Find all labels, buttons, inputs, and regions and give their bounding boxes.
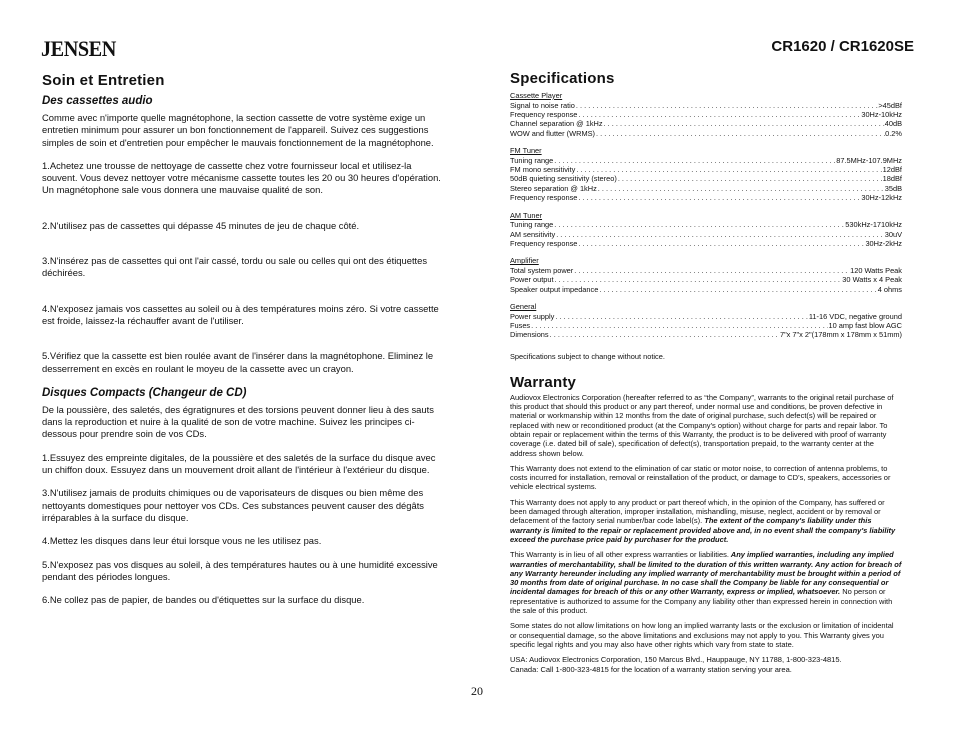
address-canada: Canada: Call 1-800-323-4815 for the location of a warranty station serving your area. (510, 664, 792, 674)
warranty-bold-text: Any implied warranties, including any implied warranties of merchantability, shall be limited to the duration of this written warranty. Any action for breach of any Warranty hereunder including any implied warranty of merchantability must be brought within a period of 30 months from date of original purchase. In no case shall the Company be liable for any consequential or incidental damages for breach of this or any other Warranty, express or implied, whatsoever. (510, 550, 902, 597)
spec-value: 0.2% (885, 128, 902, 138)
spec-row (510, 275, 902, 284)
spec-row (510, 220, 902, 229)
spec-leader-dots (575, 165, 882, 174)
spec-value: 530kHz-1710kHz (845, 220, 902, 230)
spec-leader-dots (575, 101, 878, 110)
spec-row (510, 174, 902, 183)
warranty-paragraph: Audiovox Electronics Corporation (hereafter referred to as “the Company”, warrants to the original retail purchase of this product that should this product or any part thereof, under normal use and conditions, be proven defective in material or workmanship within 12 months from the date of original purchase, such defect(s) will be repaired or replaced with new or reconditioned product (at the Company’s option) without charge for parts and repair labor. To obtain repair or replacement within the terms of this Warranty, the product is to be delivered with proof of warranty coverage (i.e. dated bill of sale), specification of defect(s), transportation prepaid, to the warranty center at the address shown below. (510, 392, 894, 458)
spec-value: 30Hz-10kHz (861, 109, 902, 119)
spec-leader-dots (549, 330, 780, 339)
spec-leader-dots (573, 266, 850, 275)
spec-value: 18dBf (882, 174, 902, 184)
spec-leader-dots (554, 275, 843, 284)
spec-group-title: AM Tuner (510, 210, 543, 220)
spec-row (510, 239, 902, 248)
spec-row (510, 129, 902, 138)
spec-row (510, 230, 902, 239)
spec-label: Fuses (510, 321, 531, 330)
spec-value: 35dB (884, 183, 902, 193)
cd-paragraph: 5.N'exposez pas vos disques au soleil, à des températures hautes ou à une humidité excessive pendant des périodes longues. (42, 558, 438, 582)
brand-logo: JENSEN (41, 36, 116, 61)
cassette-paragraph: 4.N'exposez jamais vos cassettes au soleil ou à des températures moins zéro. Si votre cassette est froide, laissez-la réchauffer avant de l'utiliser. (42, 302, 439, 326)
spec-row (510, 184, 902, 193)
cassette-paragraph: 2.N'utilisez pas de cassettes qui dépasse 45 minutes de jeu de chaque côté. (42, 219, 360, 231)
spec-label: AM sensitivity (510, 229, 556, 239)
spec-label: WOW and flutter (WRMS) (510, 128, 595, 138)
spec-leader-dots (553, 220, 845, 229)
spec-group (510, 211, 902, 249)
spec-label: Stereo separation @ 1kHz (510, 183, 597, 193)
spec-group-title: Amplifier (510, 256, 539, 266)
cassette-paragraph: Comme avec n'importe quelle magnétophone, la section cassette de votre système exige un entretien minimum pour assurer un bon fonctionnement de l'appareil. Suivez ces suggestions simples de soin et d'entretien pour empêcher le mauvais fonctionnement de la magnétophone. (42, 112, 434, 148)
spec-label: Power output (510, 275, 554, 285)
spec-leader-dots (577, 193, 861, 202)
specs-title: Specifications (510, 70, 615, 87)
spec-value: 30Hz-12kHz (861, 193, 902, 203)
cassette-paragraph: 1.Achetez une trousse de nettoyage de cassette chez votre fournisseur local et utilisez-la souvent. Vous devez nettoyer votre mécanisme cassette toutes les 20 ou 30 heures d'opération. Un magnétophone sale vous donnera une mauvaise qualité de son. (42, 159, 441, 196)
spec-value: 120 Watts Peak (850, 265, 902, 275)
spec-row (510, 165, 902, 174)
spec-leader-dots (603, 119, 885, 128)
cd-paragraph: 1.Essuyez des empreinte digitales, de la poussière et des saletés de la surface du disque avec un chiffon doux. Essuyez dans un mouvement droit allant de l'intérieur à l'extérieur du disque. (42, 451, 436, 476)
spec-leader-dots (617, 174, 883, 183)
spec-label: Signal to noise ratio (510, 100, 575, 110)
spec-value: 10 amp fast blow AGC (828, 321, 902, 330)
spec-leader-dots (577, 239, 865, 248)
warranty-paragraph (510, 498, 902, 544)
warranty-paragraph: This Warranty does not extend to the elimination of car static or motor noise, to correction of antenna problems, to costs incurred for installation, removal or reinstallation of the product, or damage to CD’s, speakers, accessories or vehicle electrical systems. (510, 463, 891, 492)
warranty-paragraph (510, 550, 902, 615)
spec-label: Channel separation @ 1kHz (510, 119, 603, 129)
warranty-text: No person or representative is authorized to assume for the Company any liability other than expressed herein in connection with the sale of this product. (510, 587, 893, 616)
cd-heading: Disques Compacts (Changeur de CD) (42, 386, 247, 399)
spec-value: 12dBf (882, 165, 902, 175)
spec-label: Power supply (510, 311, 555, 321)
spec-label: Dimensions (510, 330, 549, 340)
spec-value: 30 Watts x 4 Peak (842, 275, 902, 285)
spec-row (510, 193, 902, 202)
warranty-text: This Warranty does not apply to any product or part thereof which, in the opinion of the Company, has suffered or been damaged through alteration, improper installation, mishandling, misuse, neglect, accident or by removal or defacement of the factory serial number/bar code label(s). (510, 497, 885, 526)
spec-value: 4 ohms (877, 284, 902, 294)
spec-row (510, 312, 902, 321)
spec-row (510, 285, 902, 294)
specs-warranty-column (510, 70, 902, 674)
spec-leader-dots (554, 312, 808, 321)
spec-label: Frequency response (510, 109, 578, 119)
warranty-bold-text: The extent of the company's liability under this warranty is limited to the repair or replacement provided above and, in no event shall the company's liability exceed the purchase price paid by purchaser for the product. (510, 516, 896, 544)
spec-value: 7"x 7"x 2"(178mm x 178mm x 51mm) (779, 330, 902, 340)
spec-group (510, 256, 902, 294)
spec-row (510, 321, 902, 330)
spec-label: Frequency response (510, 193, 578, 203)
spec-groups (510, 91, 902, 340)
spec-group-title: General (510, 302, 537, 312)
spec-value: 11-16 VDC, negative ground (808, 311, 902, 321)
spec-label: Total system power (510, 265, 574, 275)
spec-label: Speaker output impedance (510, 284, 599, 294)
spec-group-title: Cassette Player (510, 91, 563, 100)
cd-paragraph: 3.N'utilisez jamais de produits chimiques ou de vaporisateurs de disques ou bien même des nettoyants domestiques pour nettoyer vos CDs. Ces substances peuvent causer des dégâts irréparables à la surface du disque. (42, 487, 424, 523)
spec-group (510, 302, 902, 340)
cd-paragraph: 6.Ne collez pas de papier, de bandes ou d'étiquettes sur la surface du disque. (42, 594, 365, 606)
spec-leader-dots (595, 129, 885, 138)
spec-leader-dots (577, 110, 861, 119)
spec-leader-dots (553, 156, 836, 165)
spec-value: 30uV (884, 229, 902, 239)
spec-group (510, 146, 902, 203)
spec-row (510, 266, 902, 275)
spec-leader-dots (530, 321, 828, 330)
spec-value: 40dB (884, 119, 902, 129)
spec-value: 30Hz-2kHz (865, 238, 902, 248)
spec-group (510, 91, 902, 138)
spec-value: >45dBf (878, 100, 902, 110)
cd-paragraph: 4.Mettez les disques dans leur étui lorsque vous ne les utilisez pas. (42, 535, 322, 547)
spec-row (510, 330, 902, 339)
spec-note: Specifications subject to change without notice. (510, 351, 665, 361)
care-section (42, 72, 446, 617)
cassette-paragraph: 5.Vérifiez que la cassette est bien roulée avant de l'insérer dans la magnétophone. Eliminez le desserrement en excès en roulant le moyeu de la cassette avec un crayon. (42, 350, 434, 374)
spec-row (510, 156, 902, 165)
spec-row (510, 119, 902, 128)
spec-label: 50dB quieting sensitivity (stereo) (510, 174, 617, 184)
warranty-title: Warranty (510, 373, 577, 391)
page-number: 20 (471, 684, 483, 698)
spec-label: FM mono sensitivity (510, 165, 576, 175)
spec-leader-dots (555, 230, 885, 239)
warranty-paragraph: Some states do not allow limitations on how long an implied warranty lasts or the exclusion or limitation of incidental or consequential damage, so the above limitations and exclusions may not apply to you. This Warranty gives you specific legal rights and you may also have other rights which vary from state to state. (510, 621, 894, 649)
warranty-text: This Warranty is in lieu of all other express warranties or liabilities. (510, 550, 729, 560)
care-title: Soin et Entretien (42, 72, 165, 89)
cd-paragraph: De la poussière, des saletés, des égratignures et des torsions peuvent donner lieu à des sauts dans la reproduction et nuire à la qualité de son de votre machine. Suivez les principes ci-dessous pour prendre soin de vos CDs. (42, 403, 434, 440)
spec-leader-dots (598, 285, 877, 294)
cassette-paragraph: 3.N'insérez pas de cassettes qui ont l'air cassé, tordu ou sale ou celles qui ont des étiquettes déchirées. (42, 255, 428, 279)
spec-label: Tuning range (510, 220, 554, 230)
address-usa: USA: Audiovox Electronics Corporation, 150 Marcus Blvd., Hauppauge, NY 11788, 1-800-323-4815. (510, 655, 842, 665)
warranty-address (510, 655, 902, 674)
spec-label: Tuning range (510, 155, 554, 165)
spec-row (510, 110, 902, 119)
spec-value: 87.5MHz-107.9MHz (836, 155, 902, 165)
spec-group-title: FM Tuner (510, 146, 542, 156)
model-title: CR1620 / CR1620SE (771, 38, 914, 55)
spec-label: Frequency response (510, 238, 578, 248)
cassette-heading: Des cassettes audio (42, 95, 153, 107)
spec-leader-dots (597, 184, 885, 193)
spec-row (510, 101, 902, 110)
